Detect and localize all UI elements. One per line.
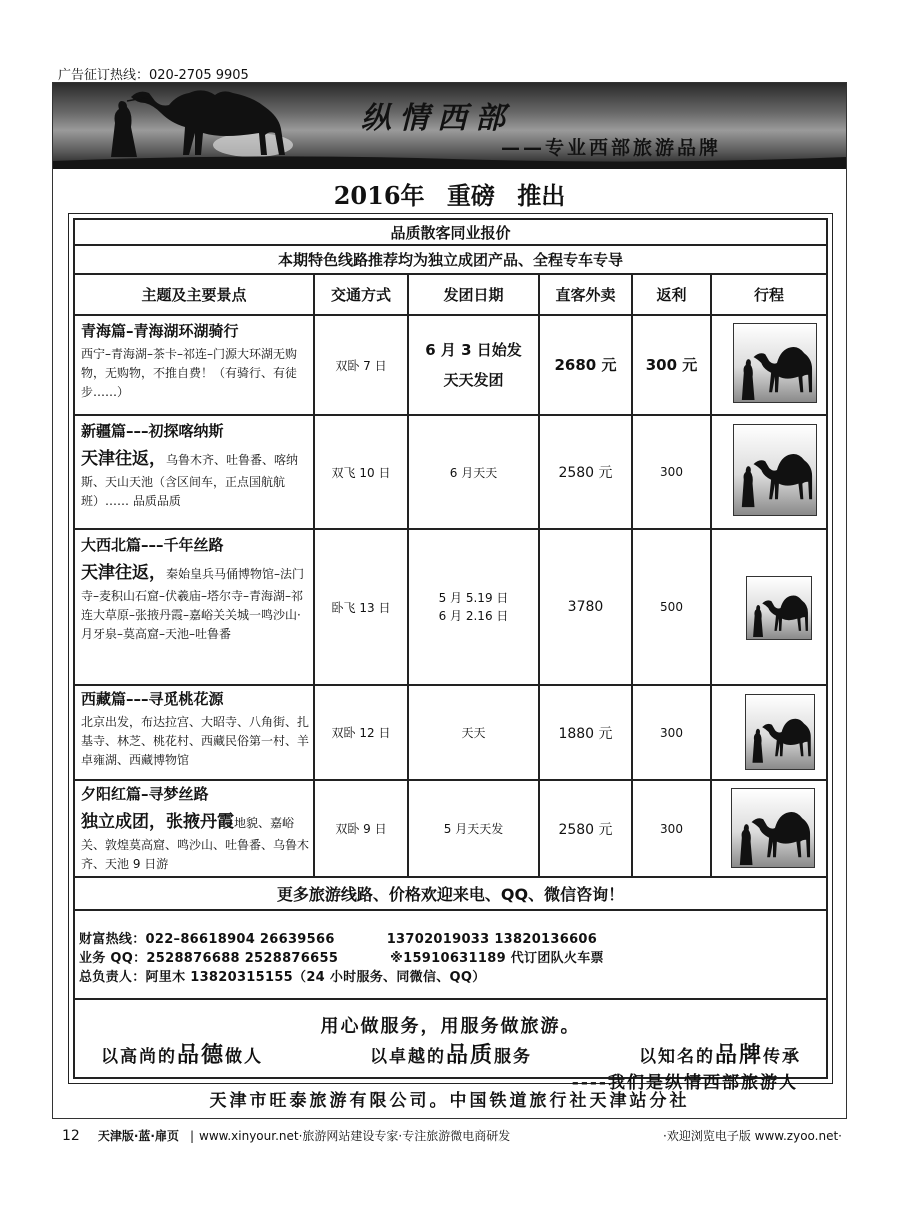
- route-title: 大西北篇–––千年丝路: [81, 536, 224, 554]
- route-rebate: 300: [660, 465, 683, 479]
- camel-silhouette-icon: [734, 425, 816, 515]
- route-price: 2580 元: [558, 465, 613, 481]
- header-date: 发团日期: [443, 286, 504, 304]
- motto-signature: ----我们是纵情西部旅游人: [571, 1073, 798, 1093]
- route-desc: 秦始皇兵马俑博物馆–法门寺–麦积山石窟–伏羲庙–塔尔寺–青海湖–祁连大草原–张掖丹霞–嘉峪关关城一鸣沙山·月牙泉–莫高窟–天池–吐鲁番: [81, 567, 305, 641]
- contact-qq: 业务 QQ：2528876688 2528876655 ※15910631189 代订团队火车票: [79, 951, 604, 966]
- route-price: 3780: [567, 599, 604, 615]
- route-desc: 西宁–青海湖–茶卡–祁连–门源大环湖无购物，无购物，不推自费！（有骑行、有徒步……）: [81, 347, 298, 399]
- route-rebate: 300 元: [645, 356, 698, 374]
- route-date: 5 月天天发: [443, 822, 504, 836]
- ad-frame: [52, 82, 847, 1119]
- route-tibet-desc: [81, 687, 309, 770]
- route-date: 6 月 3 日始发 天天发团: [425, 341, 522, 389]
- contact-manager: 总负责人：阿里木 13820315155（24 小时服务、同微信、QQ）: [79, 970, 486, 985]
- route-price: 2680 元: [554, 356, 617, 374]
- route-transport: 双卧 7 日: [335, 358, 387, 373]
- route-thumb: [731, 788, 815, 868]
- price-table-frame: [68, 213, 833, 1093]
- route-highlight: 天津往返，: [81, 449, 166, 469]
- route-date: 6 月天天: [449, 465, 498, 480]
- route-rebate: 300: [660, 821, 683, 836]
- ad-hotline: 广告征订热线：020-2705 9905: [58, 68, 249, 83]
- edition-label: 天津版·蓝·扉页: [97, 1129, 179, 1143]
- camel-silhouette-icon: [734, 324, 816, 402]
- route-rebate: 500: [660, 600, 683, 614]
- table-banner-title: 品质散客同业报价: [390, 223, 511, 242]
- motto-values: 以高尚的品德做人 以卓越的品质服务 以知名的品牌传承: [101, 1043, 801, 1068]
- more-info-banner: 更多旅游线路、价格欢迎来电、QQ、微信咨询！: [276, 885, 625, 904]
- header-itinerary: 行程: [753, 286, 784, 304]
- motto-line: 用心做服务，用服务做旅游。: [320, 1016, 581, 1037]
- route-thumb: [746, 576, 812, 640]
- header-transport: 交通方式: [330, 286, 391, 304]
- price-table: [73, 218, 828, 1093]
- header-price: 直客外卖: [555, 286, 616, 304]
- route-transport: 双飞 10 日: [331, 465, 391, 480]
- route-sunset-desc: [81, 782, 309, 874]
- company-name: 天津市旺泰旅游有限公司。中国铁道旅行社天津站分社: [209, 1091, 690, 1111]
- brand-slogan: ——专业西部旅游品牌: [501, 137, 722, 159]
- route-title: 夕阳红篇–寻梦丝路: [81, 785, 209, 803]
- route-date: 天天: [461, 726, 486, 740]
- route-northwest-desc: [81, 533, 309, 644]
- route-rebate: 300: [660, 725, 683, 740]
- route-thumb: [733, 424, 817, 516]
- page-footer: [62, 1127, 842, 1144]
- route-thumb: [733, 323, 817, 403]
- route-highlight: 天津往返，: [81, 563, 166, 583]
- route-price: 2580 元: [558, 821, 613, 838]
- route-xinjiang-desc: [81, 419, 309, 511]
- route-desc: 乌鲁木齐、吐鲁番、喀纳斯、天山天池（含区间车，正点国航航班）…… 品质品质: [81, 453, 299, 508]
- footer-ebook-link[interactable]: ·欢迎浏览电子版 www.zyoo.net·: [663, 1129, 842, 1143]
- route-thumb: [745, 694, 815, 770]
- camel-silhouette-icon: [732, 789, 814, 867]
- route-price: 1880 元: [558, 725, 613, 742]
- route-title: 新疆篇–––初探喀纳斯: [81, 422, 224, 440]
- route-desc: 地貌、嘉峪关、敦煌莫高窟、鸣沙山、吐鲁番、乌鲁木齐、天池 9 日游: [81, 816, 310, 871]
- header-rebate: 返利: [656, 286, 687, 304]
- header-theme: 主题及主要景点: [141, 286, 247, 304]
- footer-divider: |: [189, 1128, 194, 1143]
- brand-banner: [53, 83, 846, 169]
- route-title: 西藏篇–––寻觅桃花源: [81, 690, 224, 708]
- route-transport: 双卧 12 日: [331, 726, 391, 740]
- camel-silhouette-icon: [747, 577, 811, 639]
- brand-title: 纵情西部: [361, 101, 513, 136]
- page-number: 12: [62, 1127, 80, 1144]
- contact-hotline: 财富热线：022–86618904 26639566 13702019033 13820136606: [79, 932, 598, 947]
- route-transport: 卧飞 13 日: [331, 600, 391, 615]
- headline: 2016年 重磅 推出: [333, 181, 566, 210]
- route-title: 青海篇–青海湖环湖骑行: [81, 322, 239, 340]
- route-date: 5 月 5.19 日 6 月 2.16 日: [438, 591, 509, 623]
- table-banner-subtitle: 本期特色线路推荐均为独立成团产品、全程专车专导: [277, 251, 623, 269]
- route-qinghai-desc: [81, 319, 309, 402]
- route-desc: 北京出发，布达拉宫、大昭寺、八角街、扎基寺、林芝、桃花村、西藏民俗第一村、羊卓雍湖、西藏博物馆: [81, 715, 310, 767]
- camel-silhouette-icon: [746, 695, 814, 769]
- route-highlight: 独立成团，张掖丹霞: [81, 812, 234, 832]
- route-transport: 双卧 9 日: [335, 822, 387, 836]
- footer-site-text: www.xinyour.net·旅游网站建设专家·专注旅游微电商研发: [199, 1129, 511, 1143]
